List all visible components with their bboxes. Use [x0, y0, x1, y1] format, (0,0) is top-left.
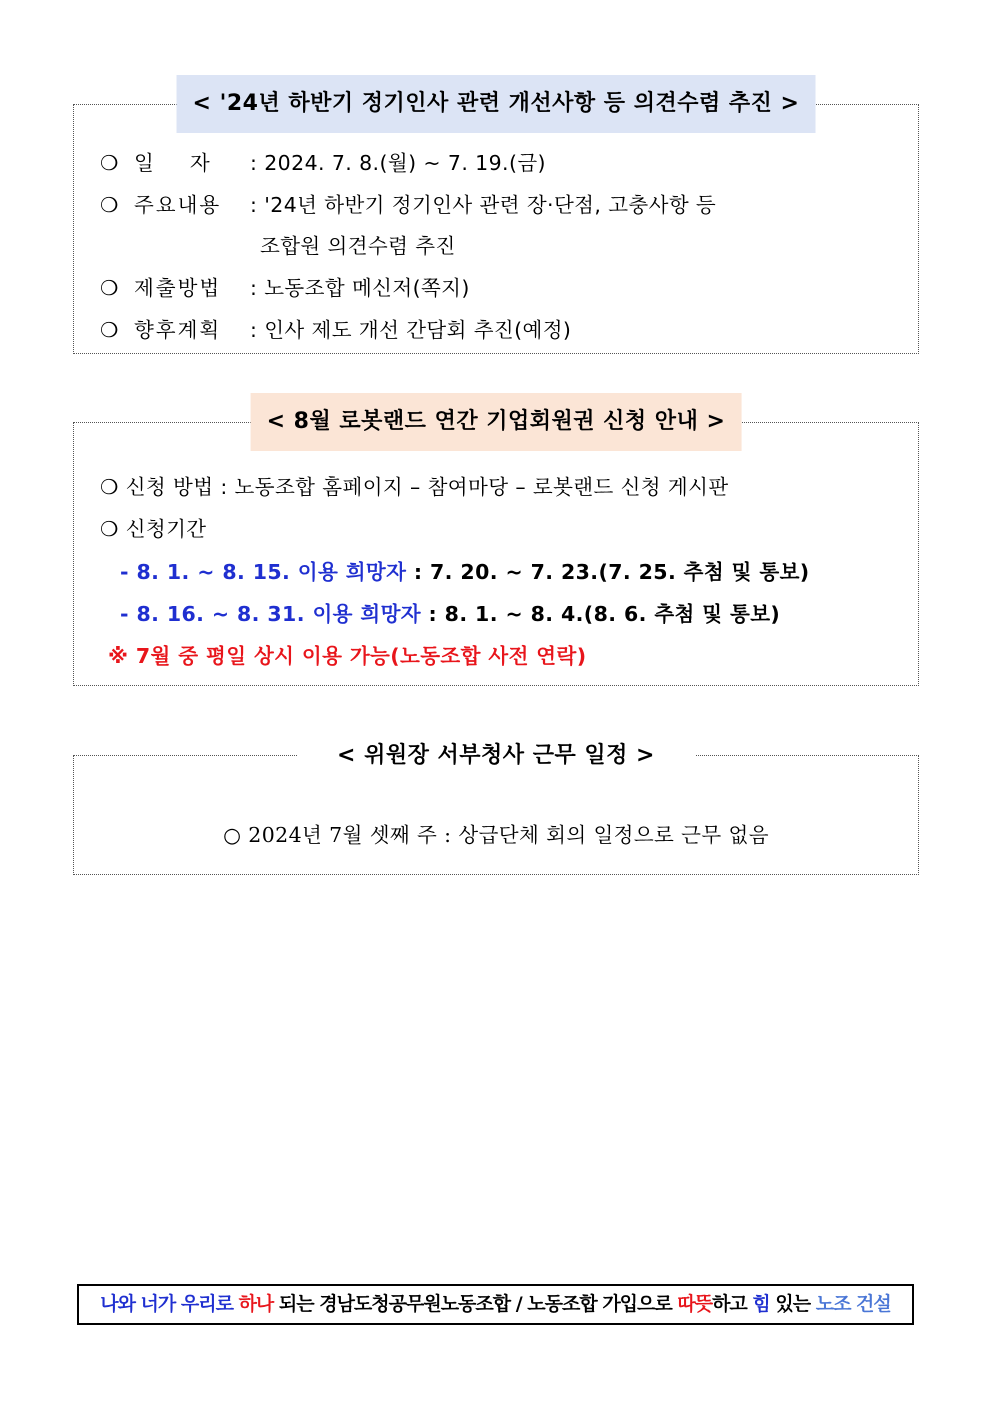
- row-method: [100, 271, 470, 301]
- robotland-section: [73, 409, 919, 686]
- row-colon: :: [250, 318, 258, 342]
- row-label: 제출방법: [134, 276, 222, 300]
- row-date: [100, 146, 546, 176]
- period-1-dates: : 7. 20. ~ 7. 23.(7. 25. 추첨 및 통보): [406, 560, 810, 584]
- apply-method-line: ❍ 신청 방법 : 노동조합 홈페이지 – 참여마당 – 로봇랜드 신청 게시판: [100, 475, 729, 499]
- slogan-part: 따뜻: [677, 1293, 713, 1315]
- row-colon: :: [250, 193, 258, 217]
- row-plan: [100, 313, 571, 343]
- slogan-part: 나와 너가 우리로: [100, 1293, 233, 1315]
- bullet-icon: ❍: [100, 193, 119, 217]
- notice-line: ※ 7월 중 평일 상시 이용 가능(노동조합 사전 연락): [108, 644, 587, 668]
- slogan-part: 노조 건설: [815, 1293, 891, 1315]
- row-value: '24년 하반기 정기인사 관련 장·단점, 고충사항 등: [264, 193, 717, 217]
- bullet-icon: ❍: [100, 276, 119, 300]
- period-2-label: - 8. 16. ~ 8. 31. 이용 희망자: [120, 602, 421, 626]
- row-colon: :: [250, 151, 258, 175]
- row-value: 노동조합 메신저(쪽지): [264, 276, 470, 300]
- row-colon: :: [250, 276, 258, 300]
- union-slogan-banner: [77, 1284, 914, 1325]
- slogan-part: 하고: [712, 1293, 753, 1315]
- schedule-line: ○ 2024년 7월 셋째 주 : 상급단체 회의 일정으로 근무 없음: [223, 823, 769, 847]
- chairman-schedule-section: [73, 743, 919, 875]
- row-content: [100, 188, 716, 218]
- period-line-2: [120, 597, 780, 627]
- slogan-part: 있는: [769, 1293, 816, 1315]
- section3-title: < 위원장 서부청사 근무 일정 >: [297, 736, 695, 776]
- section1-title: < '24년 하반기 정기인사 관련 개선사항 등 의견수렴 추진 >: [177, 75, 816, 133]
- row-label: 주요내용: [134, 193, 222, 217]
- row-label: 일 자: [134, 151, 212, 175]
- row-value: 2024. 7. 8.(월) ~ 7. 19.(금): [264, 151, 546, 175]
- period-1-label: - 8. 1. ~ 8. 15. 이용 희망자: [120, 560, 407, 584]
- period-2-dates: : 8. 1. ~ 8. 4.(8. 6. 추첨 및 통보): [421, 602, 781, 626]
- personnel-feedback-section: [73, 91, 919, 354]
- period-line-1: [120, 555, 810, 585]
- section2-title: < 8월 로봇랜드 연간 기업회원권 신청 안내 >: [251, 393, 742, 451]
- slogan-part: 되는 경남도청공무원노동조합 / 노동조합 가입으로: [273, 1293, 678, 1315]
- apply-period-line: ❍ 신청기간: [100, 517, 207, 541]
- bullet-icon: ❍: [100, 318, 119, 342]
- slogan-part: 힘: [752, 1293, 770, 1315]
- row-value: 인사 제도 개선 간담회 추진(예정): [264, 318, 572, 342]
- row-content-continued: 조합원 의견수렴 추진: [260, 234, 456, 258]
- row-label: 향후계획: [134, 318, 222, 342]
- bullet-icon: ❍: [100, 151, 119, 175]
- slogan-part: 하나: [232, 1293, 274, 1315]
